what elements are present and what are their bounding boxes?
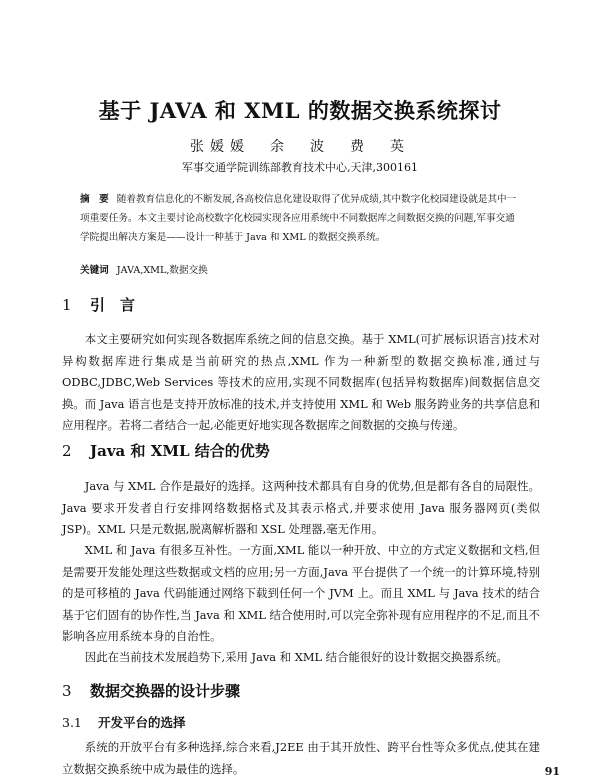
page-number: 91 (544, 765, 560, 778)
section-3-1-heading (62, 713, 186, 731)
section-2-title: Java 和 XML 结合的优势 (90, 442, 270, 460)
affiliation: 军事交通学院训练部教育技术中心,天津,300161 (182, 161, 418, 174)
section-3-1-title: 开发平台的选择 (98, 715, 186, 730)
section-1-title: 引 言 (90, 296, 136, 314)
section-1-number: 1 (62, 296, 72, 314)
section-2-paragraph-2: XML 和 Java 有很多互补性。一方面,XML 能以一种开放、中立的方式定义数据和文档,但是需要开发能处理这些数据或文档的应用;另一方面,Java 平台提供了一个统一的计算环境,特别的是可移植的 Java 代码能通过网络下载到任何一个 JVM 上。而且 XML 与 Java 技术的结合基于它们固有的协作性,当 Java 和 XML 结合使用时,可以完全弥补现有应用程序的不足,而且不影响各应用系统本身的自治性。 (62, 543, 540, 643)
section-1-heading (62, 294, 135, 315)
section-2-heading (62, 440, 270, 461)
section-3-1-number: 3.1 (62, 715, 82, 730)
section-2-paragraph-1: Java 与 XML 合作是最好的选择。这两种技术都具有自身的优势,但是都有各自的局限性。Java 要求开发者自行安排网络数据格式及其表示格式,并要求使用 Java 服务器网页(类似 JSP)。XML 只是元数据,脱离解析器和 XSL 处理器,毫无作用。 (62, 479, 540, 536)
section-3-number: 3 (62, 682, 72, 700)
section-1-paragraph: 本文主要研究如何实现各数据库系统之间的信息交换。基于 XML(可扩展标识语言)技术对异构数据库进行集成是当前研究的热点,XML 作为一种新型的数据交换标准,通过与 ODBC,JDBC,Web Services 等技术的应用,实现不同数据库(包括异构数据库)间数据信息交换。而 Java 语言也是支持开放标准的技术,并支持使用 XML 和 Web 服务跨业务的共享信息和应用程序。若将二者结合一起,必能更好地实现各数据库之间数据的交换与传递。 (62, 332, 540, 432)
paper-title: 基于 JAVA 和 XML 的数据交换系统探讨 (98, 98, 502, 123)
section-3-heading (62, 680, 240, 701)
keywords-label: 关键词 (80, 265, 109, 276)
keywords (80, 262, 520, 276)
section-2-number: 2 (62, 442, 72, 460)
authors: 张媛媛 余 波 费 英 (190, 139, 410, 155)
keywords-text: JAVA,XML,数据交换 (116, 265, 208, 276)
section-3-title: 数据交换器的设计步骤 (90, 682, 241, 700)
section-3-1-paragraph: 系统的开放平台有多种选择,综合来看,J2EE 由于其开放性、跨平台性等众多优点,使其在建立数据交换系统中成为最佳的选择。 (62, 740, 540, 776)
abstract (80, 190, 520, 247)
section-2-paragraph-3: 因此在当前技术发展趋势下,采用 Java 和 XML 结合能很好的设计数据交换器系统。 (84, 650, 508, 664)
abstract-text: 随着教育信息化的不断发展,各高校信息化建设取得了优异成绩,其中数字化校园建设就是其中一项重要任务。本文主要讨论高校数字化校园实现各应用系统中不同数据库之间数据交换的问题,军事交通学院提出解决方案是——设计一种基于 Java 和 XML 的数据交换系统。 (80, 194, 517, 243)
abstract-label: 摘 要 (80, 194, 109, 205)
